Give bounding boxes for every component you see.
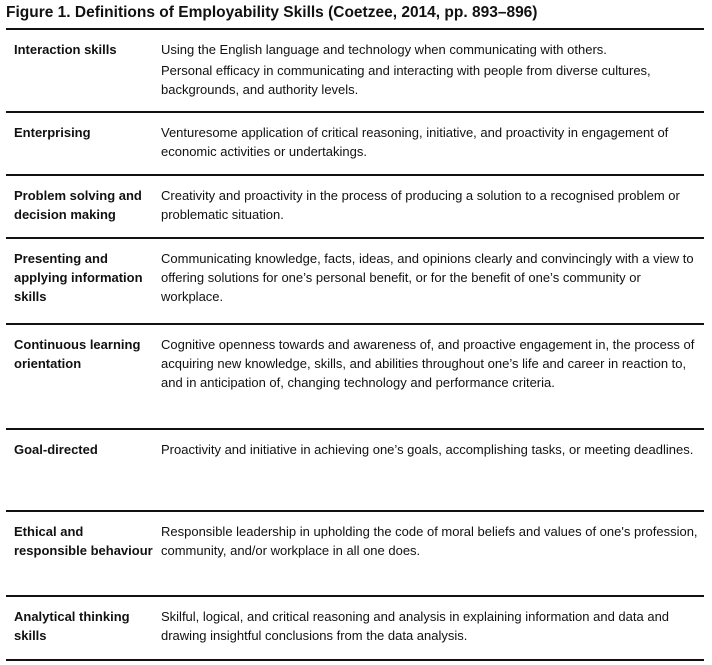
definition-text: Venturesome application of critical reasoning, initiative, and proactivity in engagement of economic activities or undertakings.: [161, 125, 669, 159]
skill-definition: [161, 440, 701, 461]
skill-term: Goal-directed: [14, 442, 98, 457]
definition-text: Skilful, logical, and critical reasoning and analysis in explaining information and data and drawing insightful conclusions from the data analysis.: [161, 609, 670, 643]
skill-term: Presenting and applying information skills: [14, 251, 143, 304]
skill-term: Problem solving and decision making: [14, 188, 142, 222]
skill-definition: [161, 522, 701, 562]
table-row: [6, 113, 704, 176]
definitions-table: [6, 28, 704, 661]
skill-term: Continuous learning orientation: [14, 337, 141, 371]
definition-text: Personal efficacy in communicating and interacting with people from diverse cultures, backgrounds, and authority levels.: [161, 63, 651, 97]
table-row: [6, 30, 704, 113]
skill-term: Analytical thinking skills: [14, 609, 130, 643]
table-row: [6, 325, 704, 430]
skill-definition: [161, 186, 701, 226]
skill-term: Enterprising: [14, 125, 91, 140]
skill-definition: [161, 607, 701, 647]
table-row: [6, 512, 704, 597]
table-row: [6, 430, 704, 512]
figure-title: Figure 1. Definitions of Employability Skills (Coetzee, 2014, pp. 893–896): [6, 4, 538, 21]
definition-text: Communicating knowledge, facts, ideas, and opinions clearly and convincingly with a view to offering solutions for one’s personal benefit, or for the benefit of one’s community or workplace.: [161, 251, 694, 304]
skill-definition: [161, 123, 701, 163]
definition-text: Proactivity and initiative in achieving one’s goals, accomplishing tasks, or meeting deadlines.: [161, 442, 694, 457]
definition-text: Cognitive openness towards and awareness of, and proactive engagement in, the process of acquiring new knowledge, skills, and abilities throughout one’s life and career in reaction to, and in anticipation of, changing technology and performance criteria.: [161, 337, 695, 390]
table-row: [6, 176, 704, 239]
skill-term: Interaction skills: [14, 42, 117, 57]
skill-definition: [161, 249, 701, 308]
definition-text: Responsible leadership in upholding the code of moral beliefs and values of one's profession, community, and/or workplace in all one does.: [161, 524, 698, 558]
skill-definition: [161, 335, 701, 394]
skill-term: Ethical and responsible behaviour: [14, 524, 153, 558]
table-row: [6, 239, 704, 325]
definition-text: Creativity and proactivity in the process of producing a solution to a recognised problem or problematic situation.: [161, 188, 680, 222]
skill-definition: [161, 40, 701, 101]
table-row: [6, 597, 704, 661]
definition-text: Using the English language and technology when communicating with others.: [161, 42, 607, 57]
